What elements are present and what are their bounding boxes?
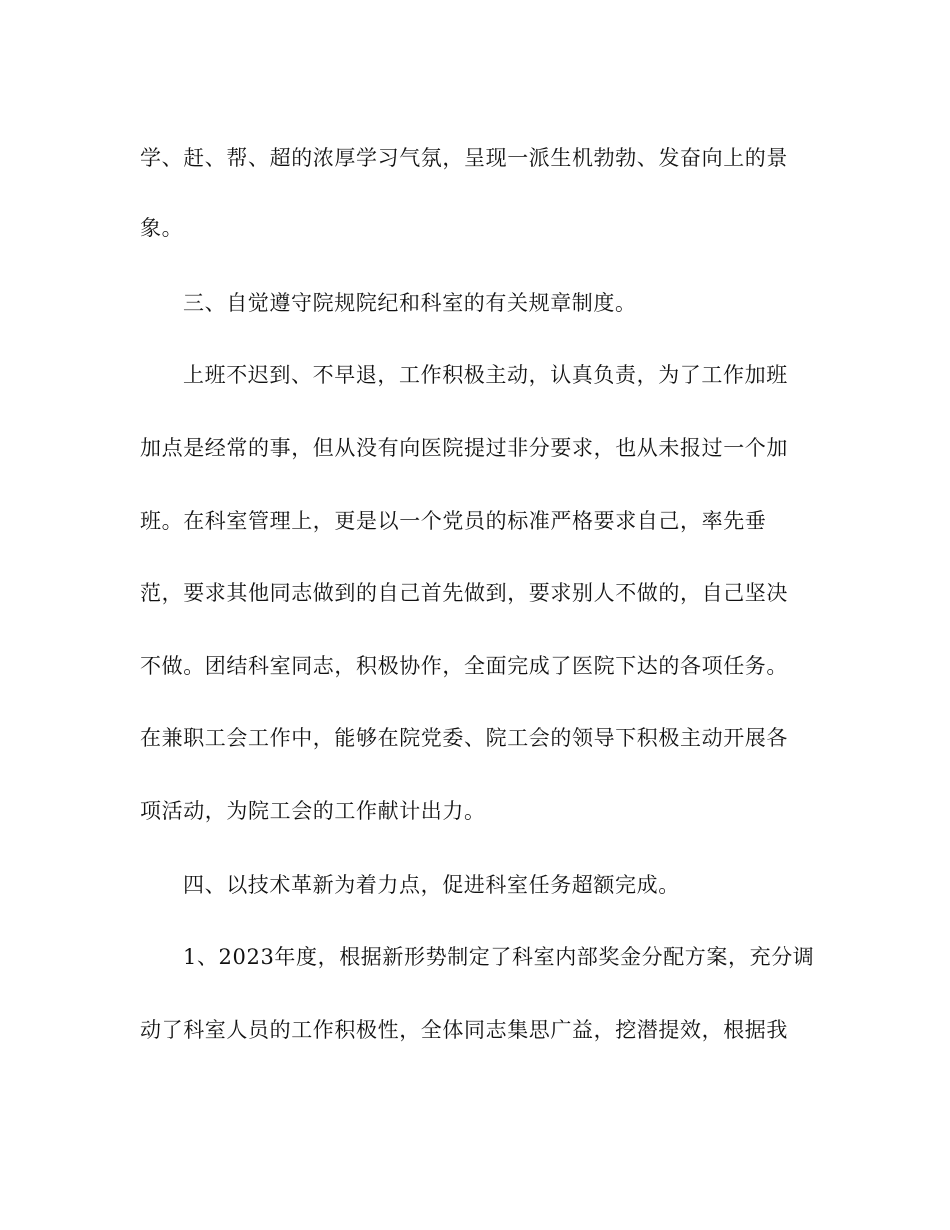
- text-line: 项活动，为院工会的工作献计出力。: [140, 799, 486, 823]
- text-line: 学、赶、帮、超的浓厚学习气氛，呈现一派生机勃勃、发奋向上的景: [140, 146, 788, 170]
- text-line: 加点是经常的事，但从没有向医院提过非分要求，也从未报过一个加: [140, 436, 788, 460]
- text-line: 范，要求其他同志做到的自己首先做到，要求别人不做的，自己坚决: [140, 581, 788, 605]
- text-line: 班。在科室管理上，更是以一个党员的标准严格要求自己，率先垂: [140, 509, 767, 533]
- text-line: 动了科室人员的工作积极性，全体同志集思广益，挖潜提效，根据我: [140, 1018, 788, 1042]
- text-line: 上班不迟到、不早退，工作积极主动，认真负责，为了工作加班: [183, 363, 788, 387]
- section-heading: 四、以技术革新为着力点，促进科室任务超额完成。: [183, 873, 680, 897]
- text-line: 在兼职工会工作中，能够在院党委、院工会的领导下积极主动开展各: [140, 726, 788, 750]
- text-line: 不做。团结科室同志，积极协作，全面完成了医院下达的各项任务。: [140, 654, 788, 678]
- text-line: 象。: [140, 216, 184, 240]
- text-line: 1、2023年度，根据新形势制定了科室内部奖金分配方案，充分调: [183, 945, 815, 969]
- section-heading: 三、自觉遵守院规院纪和科室的有关规章制度。: [183, 291, 637, 315]
